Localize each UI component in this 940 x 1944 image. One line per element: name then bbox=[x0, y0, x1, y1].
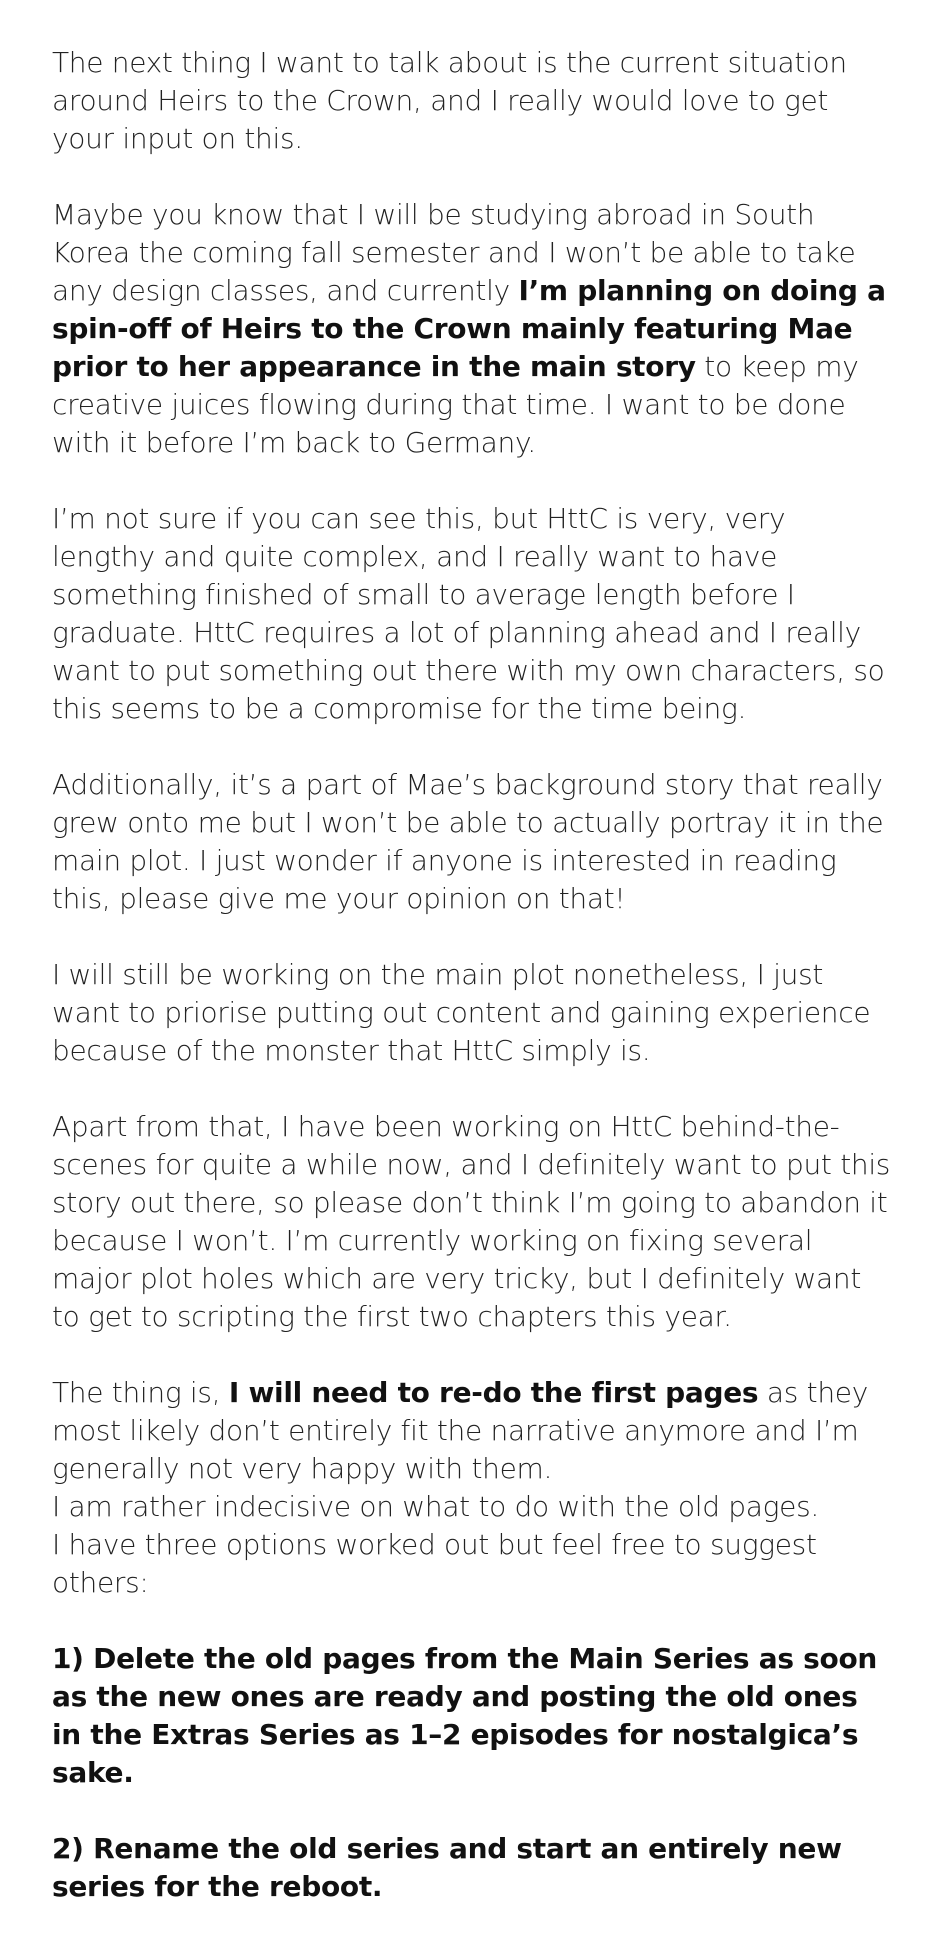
option-2: 2) Rename the old series and start an entirely new series for the reboot. bbox=[52, 1832, 842, 1903]
paragraph-redo-pages-bold: I will need to re-do the first pages bbox=[228, 1376, 759, 1409]
paragraph-indecisive: I am rather indecisive on what to do with the old pages. bbox=[52, 1490, 819, 1523]
paragraph-three-options: I have three options worked out but feel free to suggest others: bbox=[52, 1528, 817, 1599]
paragraph-study-abroad-text-c: to keep my creative juices flowing during that time. I want to be done with it before I’m back to Germany. bbox=[52, 350, 859, 459]
option-1: 1) Delete the old pages from the Main Series as soon as the new ones are ready and posting the old ones in the Extras Series as 1–2 episodes for nostalgica’s sake. bbox=[52, 1642, 878, 1789]
paragraph-study-abroad bbox=[52, 196, 892, 462]
paragraph-mae-background: Additionally, it’s a part of Mae’s background story that really grew onto me but I won’t be able to actually portray it in the main plot. I just wonder if anyone is interested in reading this, please give me your opinion on that! bbox=[52, 768, 884, 915]
paragraph-redo-pages-text-c: as they most likely don’t entirely fit the narrative anymore and I’m generally not very happy with them. bbox=[52, 1376, 868, 1485]
paragraph-main-plot: I will still be working on the main plot nonetheless, I just want to priorise putting out content and gaining experience because of the monster that HttC simply is. bbox=[52, 958, 871, 1067]
paragraph-intro: The next thing I want to talk about is the current situation around Heirs to the Crown, and I really would love to get your input on this. bbox=[52, 46, 847, 155]
paragraph-httc-lengthy: I’m not sure if you can see this, but HttC is very, very lengthy and quite complex, and I really want to have something finished of small to average length before I graduate. HttC requires a lot of planning ahead and I really want to put something out there with my own characters, so this seems to be a compromise for the time being. bbox=[52, 502, 885, 725]
paragraph-redo-pages-text-a: The thing is, bbox=[52, 1376, 229, 1409]
paragraph-study-abroad-bold: I’m planning on doing a spin-off of Heirs to the Crown mainly featuring Mae prior to her appearance in the main story bbox=[52, 274, 886, 383]
paragraph-redo-pages bbox=[52, 1374, 892, 1488]
post-body bbox=[52, 44, 892, 1944]
paragraph-study-abroad-text-a: Maybe you know that I will be studying abroad in South Korea the coming fall semester and I won’t be able to take any design classes, and currently bbox=[52, 198, 856, 307]
paragraph-behind-the-scenes: Apart from that, I have been working on HttC behind-the-scenes for quite a while now, and I definitely want to put this story out there, so please don’t think I’m going to abandon it because I won’t. I’m currently working on fixing several major plot holes which are very tricky, but I definitely want to get to scripting the first two chapters this year. bbox=[52, 1110, 891, 1333]
